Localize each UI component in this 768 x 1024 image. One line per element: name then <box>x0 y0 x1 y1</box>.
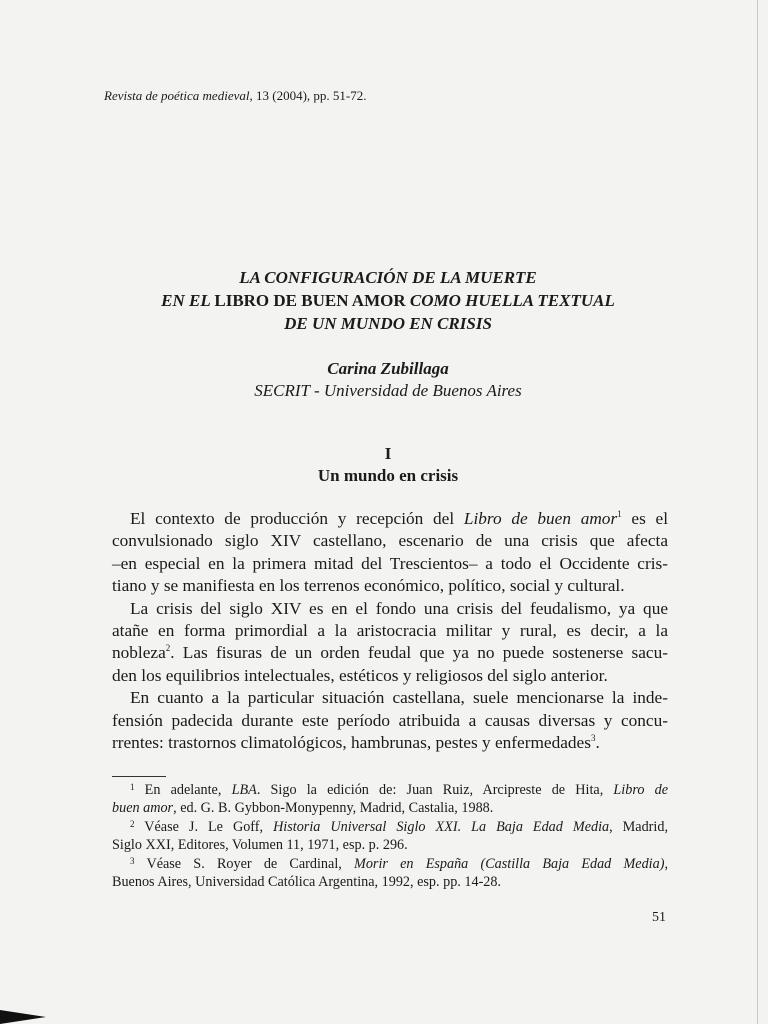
footnote-number: 1 <box>130 782 135 792</box>
footnotes <box>112 781 668 891</box>
section-number: I <box>384 444 392 463</box>
footnote-3 <box>112 855 668 873</box>
body-text <box>112 508 668 754</box>
text-run: , ed. G. B. Gybbon-Monypenny, Madrid, Castalia, 1988. <box>173 800 494 817</box>
body-line: La crisis del siglo XIV es en el fondo una crisis del feudalismo, ya que <box>130 598 668 618</box>
corner-marker-icon <box>0 1010 46 1024</box>
footnote-2 <box>112 818 668 836</box>
text-run: Véase J. Le Goff, <box>134 818 274 835</box>
title-line-1: LA CONFIGURACIÓN DE LA MUERTE <box>239 268 537 287</box>
journal-name: Revista de poética medieval <box>104 88 250 103</box>
footnote-1 <box>112 781 668 799</box>
title-line-2 <box>100 289 676 312</box>
book-title: Libro de <box>613 782 668 798</box>
text-run: rrentes: trastornos climatológicos, hambrunas, pestes y enfermedades <box>112 732 591 752</box>
body-line <box>112 642 668 664</box>
title-suffix: COMO HUELLA TEXTUAL <box>405 291 615 310</box>
author-name: Carina Zubillaga <box>327 359 449 378</box>
body-line: atañe en forma primordial a la aristocracia militar y rural, es decir, a la <box>112 620 668 640</box>
title-line-3: DE UN MUNDO EN CRISIS <box>284 314 492 333</box>
body-line: tiano y se manifiesta en los terrenos económico, político, social y cultural. <box>112 576 625 596</box>
footnote-ref-3[interactable]: 3 <box>590 732 596 743</box>
text-run: El contexto de producción y recepción del <box>130 509 464 528</box>
body-line: convulsionado siglo XIV castellano, escenario de una crisis que afecta <box>112 531 668 551</box>
footnote-1-cont <box>112 799 668 817</box>
body-line: En cuanto a la particular situación castellana, suele mencionarse la inde- <box>130 688 668 708</box>
abbreviation: LBA <box>231 782 257 798</box>
book-title: Morir en España (Castilla Baja Edad Media) <box>354 855 665 872</box>
footnote-2-cont: Siglo XXI, Editores, Volumen 11, 1971, esp. p. 296. <box>112 837 408 854</box>
text-run: , Madrid, <box>609 818 668 835</box>
title-book-name: LIBRO DE BUEN AMOR <box>214 291 406 310</box>
text-run: . <box>595 732 600 752</box>
journal-citation <box>104 88 366 104</box>
footnote-rule <box>112 776 166 777</box>
footnote-number: 2 <box>130 818 135 829</box>
book-title: Historia Universal Siglo XXI. La Baja Edad Media <box>273 818 610 835</box>
book-title: Libro de buen amor <box>463 509 618 528</box>
text-run: Véase S. Royer de Cardinal, <box>134 855 355 872</box>
text-run: , <box>664 855 668 872</box>
body-line: fensión padecida durante este período atribuida a causas diversas y concu- <box>112 710 668 730</box>
body-line: den los equilibrios intelectuales, estéticos y religiosos del siglo anterior. <box>112 665 608 685</box>
author-affiliation: SECRIT - Universidad de Buenos Aires <box>254 381 522 400</box>
book-title: buen amor <box>112 800 174 817</box>
text-run: En adelante, <box>134 782 232 798</box>
page-number: 51 <box>652 910 666 925</box>
footnote-ref-2[interactable]: 2 <box>165 643 171 654</box>
section-title: Un mundo en crisis <box>317 466 459 485</box>
footnote-number: 3 <box>130 855 135 866</box>
body-line: –en especial en la primera mitad del Trescientos– a todo el Occidente cris- <box>112 553 668 573</box>
text-run: nobleza <box>112 643 166 663</box>
footnote-ref-1[interactable]: 1 <box>617 509 622 519</box>
body-line <box>112 508 668 530</box>
journal-details: , 13 (2004), pp. 51-72. <box>249 88 367 103</box>
body-line <box>112 732 668 754</box>
title-prefix: EN EL <box>161 291 215 310</box>
text-run: es el <box>621 509 668 528</box>
page-edge-line <box>757 0 758 1024</box>
text-run: . Las fisuras de un orden feudal que ya no puede sostenerse sacu- <box>170 643 668 663</box>
text-run: . Sigo la edición de: Juan Ruiz, Arcipreste de Hita, <box>256 782 614 798</box>
article-title <box>100 266 676 335</box>
footnote-3-cont: Buenos Aires, Universidad Católica Argentina, 1992, esp. pp. 14-28. <box>112 873 502 890</box>
